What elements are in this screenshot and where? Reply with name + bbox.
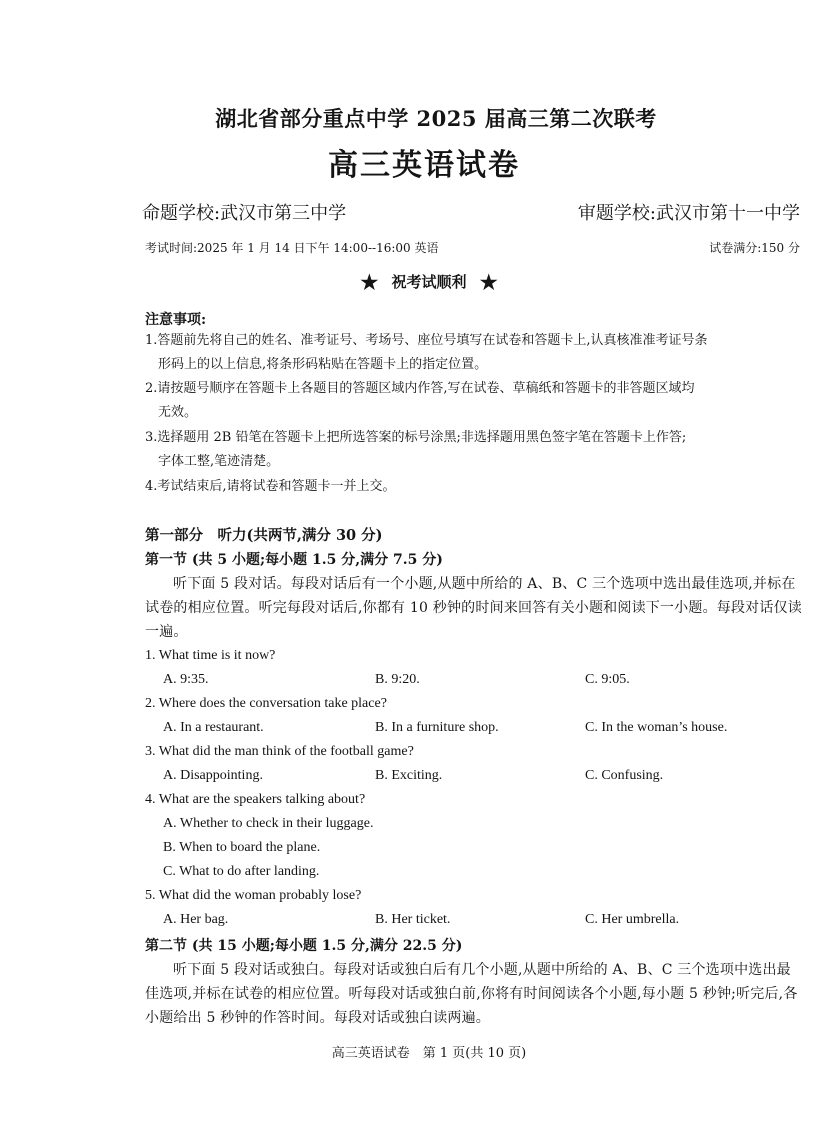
question-stem: 4. What are the speakers talking about? (145, 792, 366, 807)
question-stem: 1. What time is it now? (145, 648, 276, 663)
section1-instructions: 听下面 5 段对话。每段对话后有一个小题,从题中所给的 A、B、C 三个选项中选出最佳选项,并标在试卷的相应位置。听完每段对话后,你都有 10 秒钟的时间来回答有关小题和阅读下一小题。每段对话仅读一遍。 (145, 576, 802, 640)
option-b: B. 9:20. (375, 672, 420, 687)
notice-item-line: 形码上的以上信息,将条形码粘贴在答题卡上的指定位置。 (158, 357, 488, 372)
exam-time: 考试时间:2025 年 1 月 14 日下午 14:00--16:00 英语 (145, 241, 439, 255)
notice-item (145, 475, 805, 499)
full-score: 试卷满分:150 分 (709, 241, 800, 255)
notice-item-line: 3.选择题用 2B 铅笔在答题卡上把所选答案的标号涂黑;非选择题用黑色签字笔在答题卡上作答; (145, 430, 687, 445)
exam-series-title: 湖北省部分重点中学 2025 届高三第二次联考 (215, 106, 657, 131)
option-b: B. In a furniture shop. (375, 720, 499, 735)
star-icon: ★ (479, 270, 498, 294)
star-icon: ★ (360, 270, 379, 294)
paper-title: 高三英语试卷 (328, 148, 520, 183)
section2-heading: 第二节 (共 15 小题;每小题 1.5 分,满分 22.5 分) (145, 938, 463, 954)
reviewer-school: 审题学校:武汉市第十一中学 (577, 203, 800, 224)
section2-instructions: 听下面 5 段对话或独白。每段对话或独白后有几个小题,从题中所给的 A、B、C 三个选项中选出最佳选项,并标在试卷的相应位置。听每段对话或独白前,你将有时间阅读各个小题,每小题 5 秒钟;听完后,各小题给出 5 秒钟的作答时间。每段对话或独白读两遍。 (145, 962, 798, 1026)
option-b: B. Exciting. (375, 768, 443, 783)
option-a: A. Whether to check in their luggage. (163, 816, 374, 831)
notice-item-line: 无效。 (158, 405, 198, 420)
proposer-school: 命题学校:武汉市第三中学 (142, 203, 347, 224)
notice-item-line: 4.考试结束后,请将试卷和答题卡一并上交。 (145, 479, 396, 494)
option-a: A. Disappointing. (163, 768, 263, 783)
notice-title: 注意事项: (145, 312, 207, 328)
option-b: B. Her ticket. (375, 912, 451, 927)
option-a: A. Her bag. (163, 912, 229, 927)
notice-item-line: 字体工整,笔迹清楚。 (158, 454, 280, 469)
option-a: A. 9:35. (163, 672, 209, 687)
blessing-banner (0, 270, 828, 294)
question-stem: 5. What did the woman probably lose? (145, 888, 362, 903)
notice-item (145, 426, 805, 474)
section1-heading: 第一节 (共 5 小题;每小题 1.5 分,满分 7.5 分) (145, 552, 443, 568)
notice-item (145, 329, 805, 377)
option-c: C. Confusing. (585, 768, 664, 783)
option-c: C. In the woman’s house. (585, 720, 728, 735)
part1-heading: 第一部分 听力(共两节,满分 30 分) (145, 527, 383, 544)
option-c: C. What to do after landing. (163, 864, 320, 879)
option-c: C. 9:05. (585, 672, 630, 687)
question-stem: 2. Where does the conversation take place? (145, 696, 387, 711)
notice-item-line: 2.请按题号顺序在答题卡上各题目的答题区域内作答,写在试卷、草稿纸和答题卡的非答题区域均 (145, 381, 695, 396)
blessing-text: 祝考试顺利 (391, 273, 467, 291)
page-footer: 高三英语试卷 第 1 页(共 10 页) (331, 1046, 527, 1061)
question-stem: 3. What did the man think of the football game? (145, 744, 414, 759)
option-c: C. Her umbrella. (585, 912, 680, 927)
notice-item (145, 377, 805, 425)
option-a: A. In a restaurant. (163, 720, 264, 735)
notice-item-line: 1.答题前先将自己的姓名、准考证号、考场号、座位号填写在试卷和答题卡上,认真核准准考证号条 (145, 333, 708, 348)
option-b: B. When to board the plane. (163, 840, 321, 855)
